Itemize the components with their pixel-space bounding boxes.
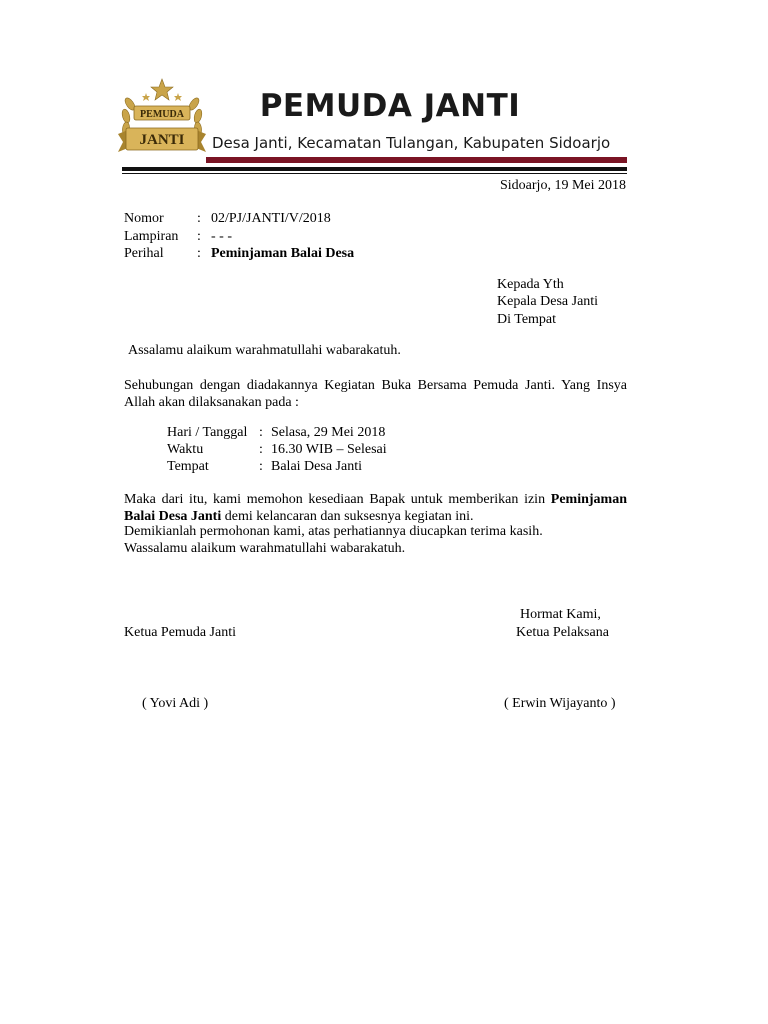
recipient-line: Kepada Yth [497, 277, 564, 292]
meta-value: - - - [211, 229, 232, 244]
meta-label: Nomor [124, 211, 164, 226]
letter-date: Sidoarjo, 19 Mei 2018 [500, 178, 626, 193]
request-text-end: demi kelancaran dan suksesnya kegiatan ini. [221, 509, 474, 524]
recipient-line: Kepala Desa Janti [497, 294, 599, 309]
event-value: Balai Desa Janti [271, 459, 362, 474]
event-row-date: Hari / Tanggal : Selasa, 29 Mei 2018 [167, 425, 386, 440]
event-row-time: Waktu : 16.30 WIB – Selesai [167, 442, 387, 457]
closing-salutation: Wassalamu alaikum warahmatullahi wabarakatuh. [124, 541, 406, 556]
thanks-line: Demikianlah permohonan kami, atas perhatiannya diucapkan terima kasih. [124, 524, 543, 539]
meta-row-number: Nomor : 02/PJ/JANTI/V/2018 [124, 211, 331, 226]
event-label: Tempat [167, 459, 209, 474]
sign-right-name: ( Erwin Wijayanto ) [504, 696, 616, 711]
organization-logo [116, 76, 208, 164]
header-divider-red [206, 157, 627, 163]
header-divider-thin [122, 173, 627, 174]
sign-left-name: ( Yovi Adi ) [142, 696, 209, 711]
event-value: Selasa, 29 Mei 2018 [271, 425, 386, 440]
meta-label: Perihal [124, 246, 164, 261]
meta-value: Peminjaman Balai Desa [211, 246, 355, 261]
intro-paragraph: Sehubungan dengan diadakannya Kegiatan Buka Bersama Pemuda Janti. Yang Insya Allah akan dilaksanakan pada : [124, 378, 627, 410]
sign-regards: Hormat Kami, [520, 607, 601, 622]
event-row-place: Tempat : Balai Desa Janti [167, 459, 362, 474]
organization-name: PEMUDA JANTI [259, 88, 521, 124]
meta-value: 02/PJ/JANTI/V/2018 [211, 211, 331, 226]
organization-address: Desa Janti, Kecamatan Tulangan, Kabupaten Sidoarjo [212, 134, 611, 152]
request-text: Maka dari itu, kami memohon kesediaan Bapak untuk memberikan izin [124, 492, 551, 507]
meta-row-subject: Perihal : Peminjaman Balai Desa [124, 246, 355, 261]
meta-row-attachment: Lampiran : - - - [124, 229, 232, 244]
recipient-line: Di Tempat [497, 312, 557, 327]
meta-label: Lampiran [124, 229, 179, 244]
event-label: Waktu [167, 442, 204, 457]
logo-text-bottom: JANTI [139, 132, 185, 148]
sign-right-title: Ketua Pelaksana [516, 625, 609, 640]
event-label: Hari / Tanggal [167, 425, 248, 440]
logo-text-top: PEMUDA [140, 109, 184, 120]
request-highlight: Peminjaman Balai Desa Janti [124, 492, 627, 524]
header-divider-thick [122, 167, 627, 171]
greeting: Assalamu alaikum warahmatullahi wabarakatuh. [128, 343, 401, 358]
request-paragraph [124, 491, 627, 525]
sign-left-title: Ketua Pemuda Janti [124, 625, 236, 640]
event-value: 16.30 WIB – Selesai [271, 442, 387, 457]
